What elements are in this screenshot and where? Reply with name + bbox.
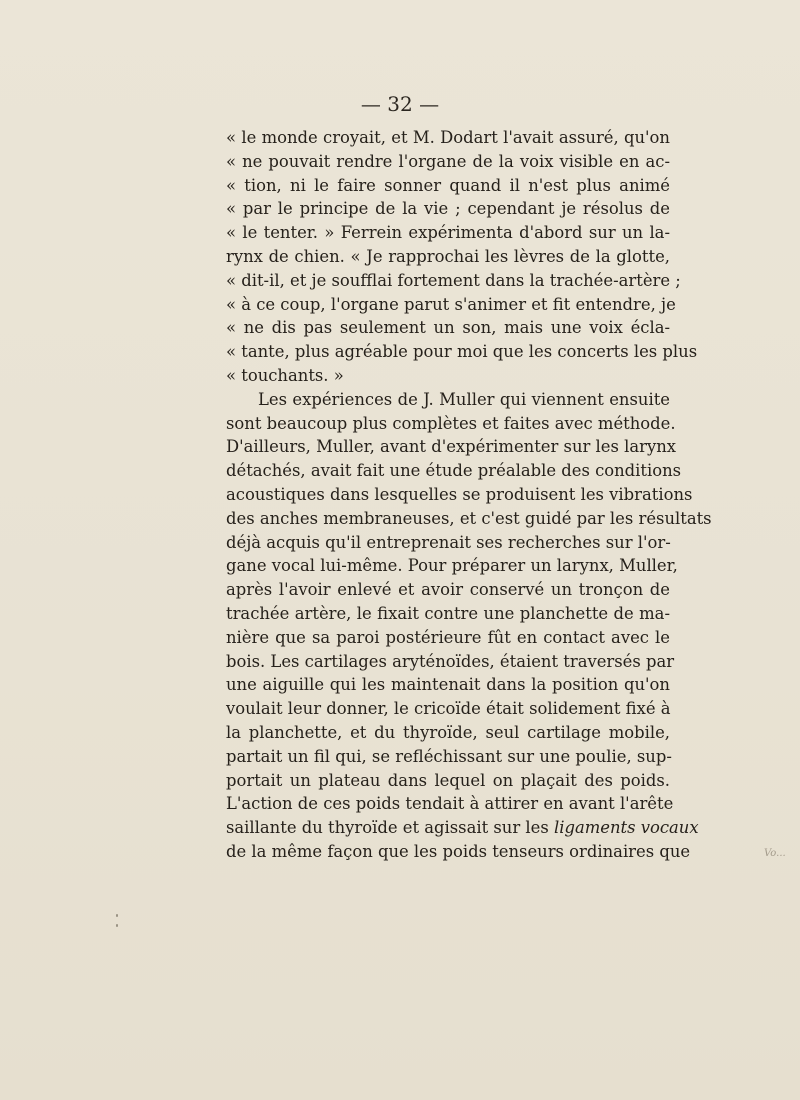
- text-line: portait un plateau dans lequel on plaçait des poids.: [226, 770, 670, 790]
- paper-speck: [116, 914, 118, 917]
- paragraph-start-line: Les expériences de J. Muller qui viennent ensuite: [258, 389, 670, 409]
- text-line: de la même façon que les poids tenseurs ordinaires que: [226, 841, 691, 861]
- text-fragment: saillante du thyroïde et agissait sur les: [226, 818, 549, 838]
- text-line: « ne dis pas seulement un son, mais une voix écla-: [226, 318, 670, 338]
- text-line: sont beaucoup plus complètes et faites avec méthode.: [226, 413, 676, 433]
- text-line: « tante, plus agréable pour moi que les concerts les plus: [226, 342, 698, 362]
- text-line: « le monde croyait, et M. Dodart l'avait assuré, qu'on: [226, 128, 670, 147]
- text-line: « le tenter. » Ferrein expérimenta d'abord sur un la-: [226, 223, 670, 243]
- margin-note: Vo...: [764, 848, 786, 859]
- text-line: « touchants. »: [226, 365, 344, 385]
- text-line: une aiguille qui les maintenait dans la position qu'on: [226, 675, 670, 695]
- text-line: la planchette, et du thyroïde, seul cartilage mobile,: [226, 722, 670, 742]
- text-line: déjà acquis qu'il entreprenait ses recherches sur l'or-: [226, 532, 671, 552]
- italic-phrase: ligaments vocaux: [553, 818, 699, 838]
- text-line: acoustiques dans lesquelles se produisent les vibrations: [226, 484, 693, 504]
- text-line: trachée artère, le fixait contre une planchette de ma-: [226, 603, 670, 623]
- text-line: des anches membraneuses, et c'est guidé par les résultats: [226, 508, 712, 528]
- text-line: après l'avoir enlevé et avoir conservé un tronçon de: [226, 580, 670, 600]
- text-line: « à ce coup, l'organe parut s'animer et fit entendre, je: [226, 294, 676, 314]
- text-line: « ne pouvait rendre l'organe de la voix visible en ac-: [226, 151, 670, 171]
- text-line: « dit-il, et je soufflai fortement dans la trachée-artère ;: [226, 270, 681, 290]
- text-line: partait un fil qui, se refléchissant sur une poulie, sup-: [226, 746, 672, 766]
- text-line: rynx de chien. « Je rapprochai les lèvres de la glotte,: [226, 246, 670, 266]
- text-line: détachés, avait fait une étude préalable des conditions: [226, 461, 682, 481]
- body-text: [226, 126, 712, 864]
- text-line: « tion, ni le faire sonner quand il n'est plus animé: [226, 175, 670, 195]
- text-line: « par le principe de la vie ; cependant je résolus de: [226, 199, 670, 219]
- text-line: voulait leur donner, le cricoïde était solidement fixé à: [226, 699, 671, 719]
- text-line-with-italic: [226, 816, 699, 840]
- paper-speck: [116, 924, 118, 927]
- text-line: bois. Les cartilages aryténoïdes, étaient traversés par: [226, 651, 675, 671]
- page-number: — 32 —: [360, 92, 440, 116]
- text-line: D'ailleurs, Muller, avant d'expérimenter sur les larynx: [226, 437, 677, 457]
- text-line: nière que sa paroi postérieure fût en contact avec le: [226, 627, 670, 647]
- text-line: L'action de ces poids tendait à attirer en avant l'arête: [226, 794, 674, 814]
- text-line: gane vocal lui-même. Pour préparer un larynx, Muller,: [226, 556, 678, 576]
